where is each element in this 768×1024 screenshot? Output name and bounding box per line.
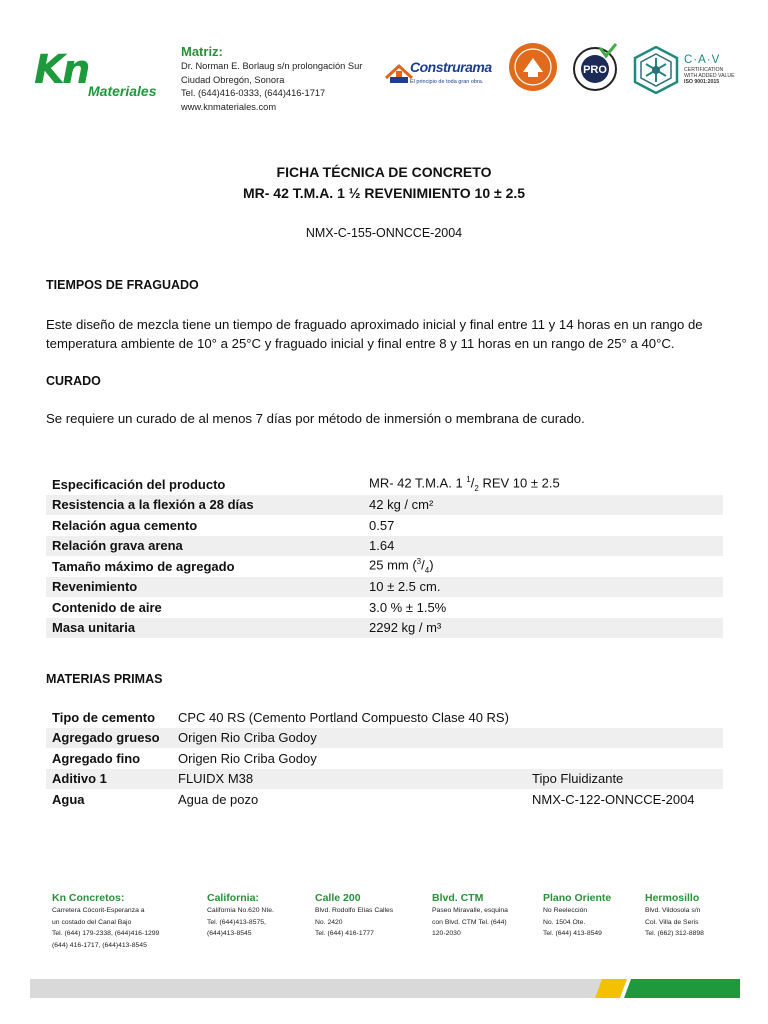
construrama-tagline: El principio de toda gran obra. [410, 79, 484, 85]
branch-name: Plano Oriente [543, 892, 612, 904]
matriz-phone-line: Tel. (644)416-0333, (644)416-1717 [181, 88, 326, 98]
spec-value: 1.64 [369, 538, 395, 554]
spec-value: 2292 kg / m³ [369, 620, 442, 636]
material-label: Agregado fino [52, 750, 141, 766]
table-row [46, 474, 723, 495]
table-row [46, 536, 723, 557]
spec-value: 25 mm $(^3/_4)$ [369, 557, 434, 576]
material-value: FLUIDX M38 [178, 771, 254, 787]
document-title [0, 162, 768, 204]
pro-certification-icon [570, 42, 620, 92]
table-row [46, 618, 723, 639]
branch-line: California No.620 Nte. [207, 907, 274, 914]
table-row [46, 789, 723, 810]
branch-line: Tel. (644)413-8575, [207, 918, 266, 926]
construrama-name: Construrama [410, 59, 492, 75]
spec-value: 3.0 % ± 1.5% [369, 599, 447, 615]
branch-california [207, 891, 274, 940]
table-row [46, 597, 723, 618]
branch-line: Carretera Cócorit-Esperanza a [52, 907, 145, 914]
table-row [46, 707, 723, 728]
branch-line: Col. Villa de Seris [645, 918, 699, 926]
branch-line: Blvd. Vildosola s/n [645, 907, 701, 914]
logo-kn-text: Kn [34, 47, 88, 93]
title-line-2: MR- 42 T.M.A. 1 ½ REVENIMIENTO 10 ± 2.5 [242, 185, 526, 201]
material-label: Aditivo 1 [52, 771, 107, 787]
matriz-city-line: Ciudad Obregón, Sonora [181, 74, 285, 85]
spec-label: Masa unitaria [52, 620, 136, 636]
branch-name: Kn Concretos: [52, 892, 125, 904]
spec-label: Contenido de aire [52, 599, 162, 615]
table-row [46, 495, 723, 516]
table-row [46, 556, 723, 577]
footer-color-bar [30, 979, 740, 998]
matriz-website-link[interactable]: www.knmateriales.com [181, 101, 277, 112]
section-title-fraguado: TIEMPOS DE FRAGUADO [46, 278, 199, 292]
material-extra: Tipo Fluidizante [532, 771, 624, 787]
branch-name: Calle 200 [315, 892, 361, 904]
section-title-curado: CURADO [46, 374, 101, 388]
branch-line: Tel. (644) 413-8549 [543, 930, 602, 937]
table-row [46, 577, 723, 598]
branch-line: Tel. (644) 416-1777 [315, 930, 374, 937]
spec-value: 0.57 [369, 517, 395, 533]
cav-name: C·A·V [684, 54, 721, 66]
logo-materiales-text: Materiales [88, 83, 157, 99]
matriz-address-line: Dr. Norman E. Borlaug s/n prolongación Sur [181, 61, 363, 71]
table-row [46, 748, 723, 769]
title-line-1: FICHA TÉCNICA DE CONCRETO [276, 164, 492, 180]
material-value: Origen Rio Criba Godoy [178, 750, 317, 766]
branch-name: California: [207, 892, 259, 904]
spec-label: Especificación del producto [52, 476, 226, 492]
spec-value: MR- 42 T.M.A. 1 $^1/_2$ REV 10 ± 2.5 [369, 475, 560, 494]
branch-hermosillo [645, 891, 704, 940]
table-row [46, 769, 723, 790]
matriz-address-block [181, 44, 381, 114]
branch-line: No. 1504 Ote. [543, 918, 586, 926]
fraguado-paragraph: Este diseño de mezcla tiene un tiempo de fraguado aproximado inicial y final entre 11 y 14 horas en un rango de temperatura ambiente de 10° a 25°C y fraguado inicial y final entre 8 y 11 horas en un rango de 25° a 40°C. [46, 317, 703, 351]
branch-line: (644)413-8545 [207, 930, 252, 937]
branch-line: Tel. (662) 312-8898 [645, 930, 704, 937]
material-label: Tipo de cemento [52, 709, 156, 725]
branch-plano-oriente [543, 891, 611, 940]
cav-snowflake-icon [632, 46, 680, 94]
branch-line: Tel. (644) 179-2338, (644)416-1299 [52, 930, 160, 937]
matriz-title: Matriz: [181, 44, 223, 59]
branch-line: Blvd. Rodolfo Elías Calles [315, 907, 394, 914]
table-row [46, 728, 723, 749]
spec-label: Tamaño máximo de agregado [52, 558, 235, 574]
cav-certification-logo [632, 46, 736, 94]
product-spec-table [46, 474, 723, 638]
branch-line: un costado del Canal Bajo [52, 918, 132, 926]
material-value: Agua de pozo [178, 791, 259, 807]
footer-bar-gray [30, 979, 605, 998]
spec-label: Relación agua cemento [52, 517, 198, 533]
spec-value: 42 kg / cm² [369, 497, 434, 513]
material-value: CPC 40 RS (Cemento Portland Compuesto Clase 40 RS) [178, 709, 509, 725]
branch-blvd-ctm [432, 891, 508, 940]
construrama-logo [384, 54, 496, 90]
branch-calle-200 [315, 891, 393, 940]
section-title-materias-primas: MATERIAS PRIMAS [46, 672, 163, 686]
branch-name: Blvd. CTM [432, 892, 484, 904]
table-row [46, 515, 723, 536]
branch-kn-concretos [52, 891, 159, 951]
material-label: Agregado grueso [52, 730, 160, 746]
spec-label: Relación grava arena [52, 538, 183, 554]
orange-seal-icon [508, 42, 558, 92]
branch-line: (644) 416-1717, (644)413-8545 [52, 941, 147, 949]
spec-label: Resistencia a la flexión a 28 días [52, 497, 254, 513]
spec-label: Revenimiento [52, 579, 138, 595]
raw-materials-table [46, 707, 723, 810]
branch-name: Hermosillo [645, 892, 700, 904]
kn-materiales-logo [34, 47, 170, 102]
branch-line: 120-2030 [432, 930, 461, 937]
norm-reference: NMX-C-155-ONNCCE-2004 [305, 226, 463, 240]
branch-line: No. 2420 [315, 918, 343, 926]
footer-bar-green [624, 979, 740, 998]
material-label: Agua [52, 791, 85, 807]
curado-paragraph: Se requiere un curado de al menos 7 días por método de inmersión o membrana de curado. [46, 411, 585, 426]
material-extra: NMX-C-122-ONNCCE-2004 [532, 791, 695, 807]
branch-line: Paseo Miravalle, esquina [432, 907, 508, 914]
spec-value: 10 ± 2.5 cm. [369, 579, 441, 595]
pro-badge-text: PRO [583, 64, 607, 76]
cav-certification-label: CERTIFICATION [684, 67, 724, 73]
branch-line: con Blvd. CTM Tel. (644) [432, 918, 507, 926]
cav-iso-label: ISO 9001:2015 [684, 79, 720, 85]
branch-line: No Reelección [543, 907, 588, 914]
cav-added-value-label: WITH ADDED VALUE [684, 73, 735, 79]
material-value: Origen Rio Criba Godoy [178, 730, 317, 746]
